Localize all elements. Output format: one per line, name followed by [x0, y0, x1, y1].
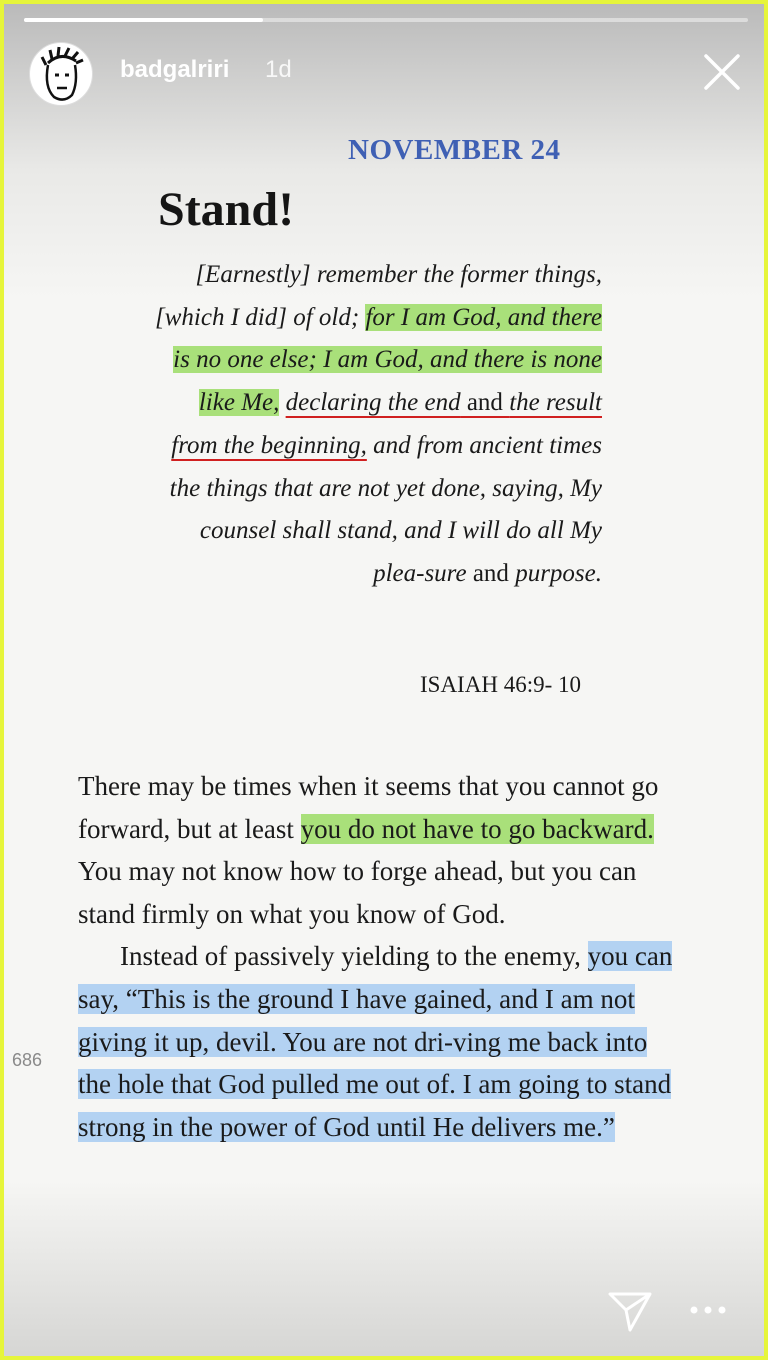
paragraph	[78, 765, 678, 935]
quote-text: and from ancient times the things that are not yet done, saying, My counsel shall stand, and I will do all My plea-	[169, 431, 602, 587]
quote-text: sure	[424, 559, 467, 587]
quote-text: purpose.	[515, 559, 602, 587]
send-button[interactable]	[606, 1286, 654, 1334]
paragraph-text: Instead of passively yielding to the enemy,	[120, 941, 588, 972]
send-icon	[606, 1286, 654, 1334]
paragraph-highlight: you do not have to go backward.	[300, 813, 654, 844]
scripture-quote	[150, 254, 602, 596]
story-time-ago: 1d	[265, 56, 292, 83]
quote-text: and	[466, 559, 516, 587]
quote-underline: declaring the end	[285, 389, 461, 417]
close-button[interactable]	[700, 50, 744, 94]
more-options-button[interactable]	[688, 1300, 728, 1320]
story-progress-fill	[24, 18, 263, 22]
close-icon	[700, 50, 744, 94]
devotional-date: NOVEMBER 24	[348, 134, 561, 166]
quote-text: [Earnestly] remember the former things, [which I did] of old;	[155, 261, 602, 331]
quote-underline: and	[460, 389, 510, 417]
quote-highlight: for I am God, and there is no one else; I am God, and there is none like Me,	[173, 303, 602, 417]
paragraph-text: There may be times when it seems that you cannot go forward, but at least	[78, 771, 659, 844]
devotional-body	[78, 765, 678, 1148]
page-number: 686	[12, 1050, 43, 1070]
avatar-drawing-icon	[30, 43, 92, 105]
paragraph	[78, 935, 678, 1148]
devotional-title: Stand!	[158, 183, 295, 236]
scripture-reference: ISAIAH 46:9- 10	[420, 672, 581, 697]
quote-underline: the result from the beginning,	[171, 389, 602, 459]
paragraph-text: You may not know how to forge ahead, but you can stand firmly on what you know of God.	[78, 856, 637, 929]
more-icon	[688, 1300, 728, 1320]
paragraph-highlight: you can say, “This is the ground I have gained, and I am not giving it up, devil. You are not dri-ving me back into the hole that God pulled me out of. I am going to stand strong in the power of God until He delivers me.”	[78, 941, 673, 1142]
avatar[interactable]	[29, 42, 93, 106]
story-progress-bar	[24, 18, 748, 22]
story-username[interactable]: badgalriri	[120, 56, 230, 83]
